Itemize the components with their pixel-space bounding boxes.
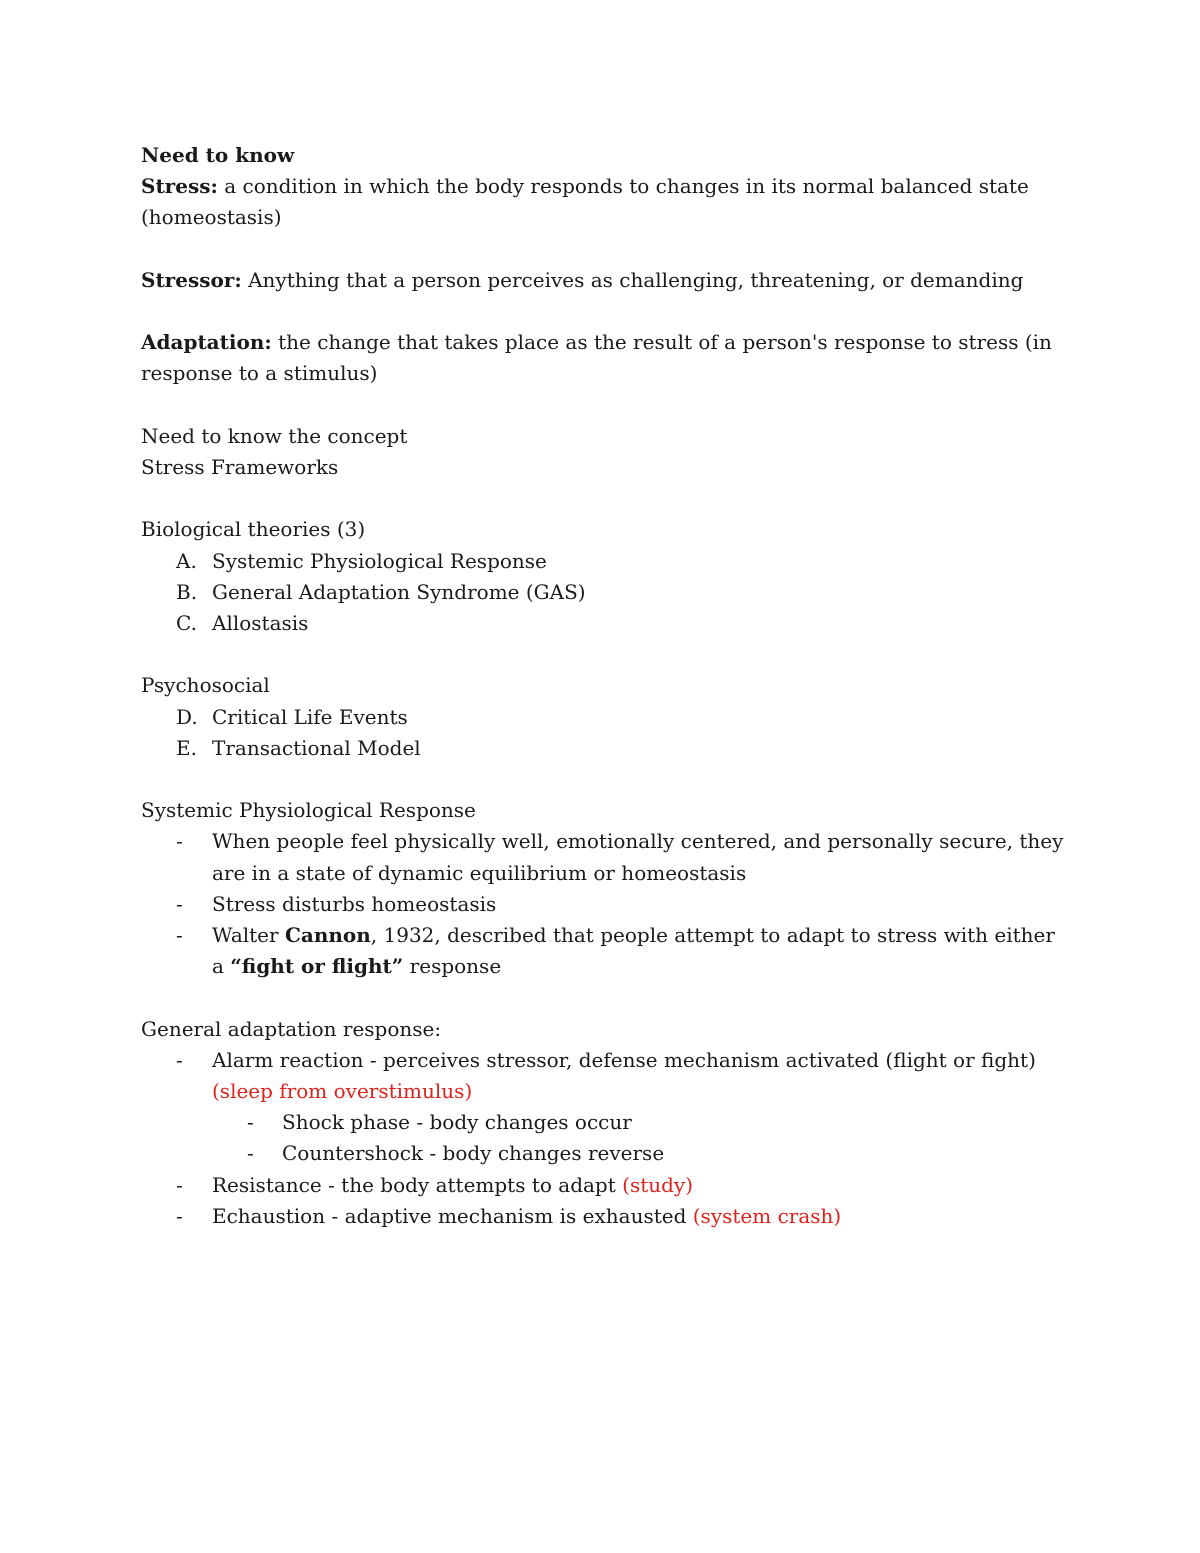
sub-bullet-item — [141, 1107, 1066, 1138]
dash-bullet: - — [247, 1110, 254, 1135]
bullet-item — [141, 826, 1066, 888]
heading: Need to know — [141, 143, 295, 167]
definition-text: the change that takes place as the result of a person's response to stress (in response to a stimulus) — [141, 330, 1052, 386]
term: Adaptation: — [141, 330, 272, 355]
dash-bullet: - — [176, 1047, 183, 1072]
bullet-text: Countershock - body changes reverse — [282, 1141, 665, 1166]
bullet-text: When people feel physically well, emotionally centered, and personally secure, they are in a state of dynamic equilibrium or homeostasis — [212, 829, 1064, 885]
bullet-text — [212, 920, 1066, 982]
definition-stress — [141, 171, 1066, 233]
list-marker: E. — [176, 735, 197, 760]
term: Stressor: — [141, 267, 242, 292]
list-item — [141, 608, 1066, 639]
frameworks-line: Stress Frameworks — [141, 454, 339, 479]
bold-phrase: “fight or flight” — [230, 954, 404, 979]
list-item-text: Allostasis — [212, 610, 309, 635]
psychosocial-title: Psychosocial — [141, 673, 270, 698]
list-item-text: General Adaptation Syndrome (GAS) — [212, 579, 586, 604]
bullet-item — [141, 1201, 1066, 1232]
list-item-text: Systemic Physiological Response — [212, 548, 547, 573]
dash-bullet: - — [176, 922, 183, 947]
biological-title: Biological theories (3) — [141, 517, 366, 542]
spacer — [141, 639, 1066, 670]
annotation-note: (sleep from overstimulus) — [212, 1078, 473, 1103]
list-marker: C. — [176, 610, 197, 635]
list-item — [141, 733, 1066, 764]
spacer — [141, 483, 1066, 514]
list-item-text: Critical Life Events — [212, 704, 408, 729]
bullet-text — [212, 1201, 1066, 1232]
spacer — [141, 982, 1066, 1013]
bold-name: Cannon — [284, 922, 371, 947]
spacer — [141, 296, 1066, 327]
list-marker: D. — [176, 704, 198, 729]
definition-text: Anything that a person perceives as challenging, threatening, or demanding — [241, 267, 1024, 292]
term: Stress: — [141, 174, 218, 199]
document-page — [141, 140, 1066, 1232]
general-title: General adaptation response: — [141, 1016, 442, 1041]
annotation-note: (system crash) — [692, 1203, 842, 1228]
concept-line: Need to know the concept — [141, 423, 408, 448]
list-marker: B. — [176, 579, 198, 604]
list-marker: A. — [176, 548, 197, 573]
spacer — [141, 764, 1066, 795]
dash-bullet: - — [176, 1203, 183, 1228]
bullet-text: Shock phase - body changes occur — [282, 1110, 632, 1135]
annotation-note: (study) — [622, 1172, 694, 1197]
bullet-text: Stress disturbs homeostasis — [212, 891, 497, 916]
text-run: response — [403, 954, 502, 979]
dash-bullet: - — [176, 891, 183, 916]
dash-bullet: - — [247, 1141, 254, 1166]
bullet-text — [212, 1170, 1066, 1201]
text-run: Echaustion - adaptive mechanism is exhausted — [212, 1203, 693, 1228]
spacer — [141, 234, 1066, 265]
sub-bullet-item — [141, 1138, 1066, 1169]
list-item — [141, 702, 1066, 733]
text-run: , 1932, described that people attempt to adapt to stress with either a — [212, 922, 1055, 979]
list-item — [141, 546, 1066, 577]
list-item — [141, 577, 1066, 608]
text-run: Walter — [212, 922, 285, 947]
text-run: Resistance - the body attempts to adapt — [212, 1172, 623, 1197]
spacer — [141, 390, 1066, 421]
text-run: Alarm reaction - perceives stressor, defense mechanism activated (flight or fight) — [212, 1047, 1036, 1072]
bullet-item — [141, 1045, 1066, 1107]
definition-adaptation — [141, 327, 1066, 389]
bullet-item — [141, 1170, 1066, 1201]
systemic-title: Systemic Physiological Response — [141, 798, 476, 823]
definition-stressor — [141, 265, 1066, 296]
list-item-text: Transactional Model — [212, 735, 421, 760]
definition-text: a condition in which the body responds to changes in its normal balanced state (homeostasis) — [141, 174, 1029, 230]
dash-bullet: - — [176, 1172, 183, 1197]
dash-bullet: - — [176, 829, 183, 854]
bullet-item — [141, 920, 1066, 982]
bullet-item — [141, 889, 1066, 920]
bullet-text — [212, 1045, 1066, 1107]
